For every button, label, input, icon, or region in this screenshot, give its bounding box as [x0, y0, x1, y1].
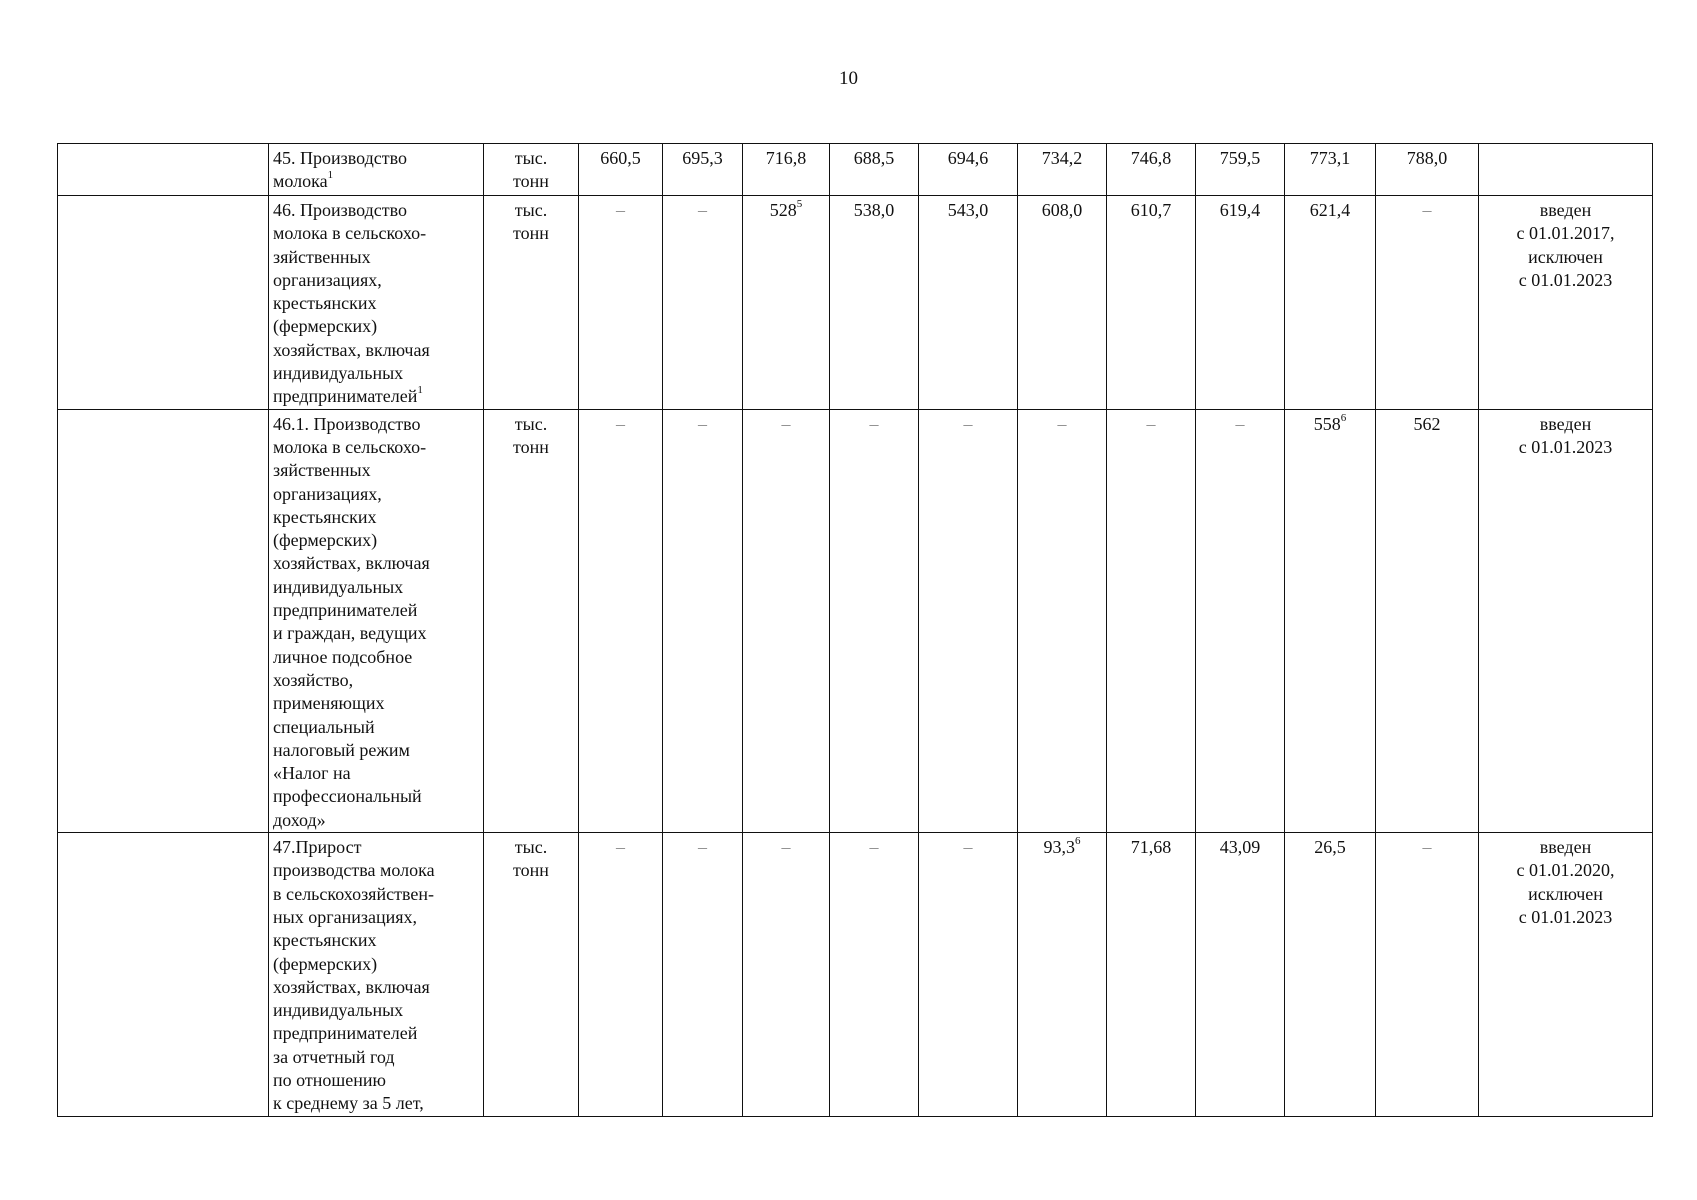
value-cell	[1376, 409, 1479, 832]
indicator-name-line: молока$^1$	[273, 169, 334, 192]
indicator-name-line: хозяйствах, включая	[273, 976, 430, 997]
indicator-name-line: крестьянских	[273, 293, 377, 314]
value-cell	[830, 409, 919, 832]
indicator-name-cell	[269, 409, 484, 832]
value-text: 759,5	[1219, 148, 1261, 168]
value-text: –	[698, 200, 707, 220]
value-text: –	[698, 837, 707, 858]
value-cell	[1196, 409, 1285, 832]
indicator-name-line: организациях,	[273, 483, 382, 504]
value-cell	[919, 144, 1018, 196]
footnote-mark: 1	[327, 169, 334, 182]
indicator-name-line: предпринимателей$^1$	[273, 384, 423, 407]
indicator-name-line: индивидуальных	[273, 363, 404, 384]
note-line: с 01.01.2023	[1518, 269, 1613, 290]
indicator-name-line: зяйственных	[273, 460, 371, 481]
table-body	[58, 144, 1653, 1117]
value-text: –	[781, 837, 791, 858]
value-text: 93,3	[1043, 837, 1075, 858]
indicator-name-line: индивидуальных	[273, 1000, 404, 1021]
value-cell	[1196, 196, 1285, 410]
value-text: –	[1235, 413, 1245, 434]
indicator-name-line: налоговый режим	[273, 739, 410, 760]
value-text: –	[616, 837, 625, 858]
footnote-mark: 6	[1075, 835, 1081, 848]
indicator-name-line: крестьянских	[273, 930, 377, 951]
value-cell	[1107, 196, 1196, 410]
unit-line: тыс.	[514, 413, 548, 434]
indicator-name-line: 47.Прирост	[273, 837, 362, 858]
unit-line: тыс.	[514, 200, 548, 220]
value-text: –	[869, 413, 879, 434]
value-cell	[919, 833, 1018, 1117]
note-line: с 01.01.2017,	[1516, 223, 1615, 244]
indicator-name-line: (фермерских)	[273, 953, 378, 974]
unit-cell	[484, 196, 579, 410]
indicator-name-line: крестьянских	[273, 506, 377, 527]
value-text: 528	[769, 200, 797, 220]
value-cell	[1285, 196, 1376, 410]
value-cell	[830, 144, 919, 196]
value-text: –	[1057, 413, 1067, 434]
unit-cell	[484, 409, 579, 832]
indicator-name-line: 46. Производство	[273, 200, 407, 220]
empty-cell	[58, 409, 269, 832]
empty-cell	[58, 196, 269, 410]
unit-line: тонн	[513, 436, 549, 457]
value-text: 26,5	[1314, 837, 1346, 858]
unit-line: тонн	[513, 860, 549, 881]
indicator-name-line: «Налог на	[273, 763, 351, 784]
value-cell	[579, 409, 663, 832]
note-line: с 01.01.2023	[1518, 436, 1613, 457]
value-cell	[830, 833, 919, 1117]
value-text: 773,1	[1309, 148, 1351, 168]
value-cell	[663, 144, 743, 196]
unit-cell	[484, 833, 579, 1117]
indicators-table	[57, 143, 1653, 1117]
note-line: исключен	[1528, 246, 1603, 267]
note-line: с 01.01.2023	[1518, 906, 1613, 927]
indicator-name-line: в сельскохозяйствен-	[273, 883, 434, 904]
table-row	[58, 196, 1653, 410]
note-cell	[1479, 409, 1653, 832]
indicator-name-line: 45. Производство	[273, 148, 407, 168]
value-text: 543,0	[947, 200, 989, 220]
value-cell	[1018, 144, 1107, 196]
empty-cell	[58, 833, 269, 1117]
indicator-name-line: и граждан, ведущих	[273, 623, 427, 644]
value-cell	[743, 833, 830, 1117]
value-cell	[1196, 833, 1285, 1117]
value-cell	[743, 409, 830, 832]
unit-cell	[484, 144, 579, 196]
indicator-name-line: хозяйство,	[273, 669, 354, 690]
indicator-name-line: личное подсобное	[273, 646, 413, 667]
indicator-name-line: зяйственных	[273, 246, 371, 267]
note-cell	[1479, 833, 1653, 1117]
indicator-name-line: специальный	[273, 716, 375, 737]
value-text: 610,7	[1130, 200, 1172, 220]
value-text: –	[616, 413, 625, 434]
unit-line: тонн	[513, 223, 549, 244]
value-cell	[579, 833, 663, 1117]
value-cell	[1376, 833, 1479, 1117]
indicator-name-line: доход»	[273, 809, 326, 830]
indicator-name-line: профессиональный	[273, 786, 422, 807]
value-text: 695,3	[682, 148, 723, 168]
value-text: 688,5	[853, 148, 895, 168]
indicator-name-line: к среднему за 5 лет,	[273, 1093, 424, 1114]
table-row	[58, 409, 1653, 832]
note-line: исключен	[1528, 883, 1603, 904]
indicator-name-line: хозяйствах, включая	[273, 553, 430, 574]
unit-line: тыс.	[514, 837, 548, 858]
value-cell	[1196, 144, 1285, 196]
indicator-name-cell	[269, 833, 484, 1117]
value-text: –	[616, 200, 625, 220]
empty-cell	[58, 144, 269, 196]
value-text: 619,4	[1219, 200, 1261, 220]
value-text: 608,0	[1041, 200, 1083, 220]
value-cell	[919, 409, 1018, 832]
value-text: 660,5	[600, 148, 641, 168]
value-cell	[1285, 833, 1376, 1117]
indicator-name-line: индивидуальных	[273, 576, 404, 597]
indicator-name-line: производства молока	[273, 860, 435, 881]
indicator-name-line: молока в сельскохо-	[273, 223, 427, 244]
table-row	[58, 833, 1653, 1117]
value-text: 538,0	[853, 200, 895, 220]
value-text: 716,8	[765, 148, 807, 168]
value-text: 562	[1413, 413, 1441, 434]
note-cell	[1479, 144, 1653, 196]
indicator-name-line: предпринимателей	[273, 1023, 418, 1044]
value-cell	[1107, 409, 1196, 832]
value-text: 788,0	[1406, 148, 1448, 168]
value-text: –	[869, 837, 879, 858]
value-cell	[1376, 144, 1479, 196]
value-cell	[743, 144, 830, 196]
indicator-name-line: ных организациях,	[273, 906, 418, 927]
value-cell	[663, 196, 743, 410]
note-line: введен	[1539, 413, 1592, 434]
value-cell	[1018, 833, 1107, 1117]
indicator-name-line: предпринимателей	[273, 600, 418, 621]
value-cell	[663, 409, 743, 832]
value-text: –	[963, 413, 973, 434]
indicator-name-line: за отчетный год	[273, 1046, 395, 1067]
value-cell	[743, 196, 830, 410]
value-cell	[1018, 409, 1107, 832]
indicator-name-cell	[269, 144, 484, 196]
indicator-name-line: (фермерских)	[273, 530, 378, 551]
footnote-mark: 5	[796, 198, 803, 210]
value-text: 71,68	[1130, 837, 1172, 858]
value-text: 558	[1313, 413, 1341, 434]
indicator-name-cell	[269, 196, 484, 410]
value-cell	[1285, 409, 1376, 832]
unit-line: тонн	[513, 171, 549, 192]
value-text: –	[781, 413, 791, 434]
value-text: –	[1422, 837, 1432, 858]
unit-line: тыс.	[514, 148, 548, 168]
value-text: –	[1146, 413, 1156, 434]
value-cell	[1107, 833, 1196, 1117]
value-cell	[1376, 196, 1479, 410]
value-text: –	[1422, 200, 1432, 220]
value-text: –	[698, 413, 707, 434]
value-text: 621,4	[1309, 200, 1351, 220]
table-row	[58, 144, 1653, 196]
value-text: 694,6	[947, 148, 989, 168]
value-text: 734,2	[1041, 148, 1083, 168]
value-text: 746,8	[1130, 148, 1172, 168]
indicator-name-line: хозяйствах, включая	[273, 339, 430, 360]
footnote-mark: 6	[1340, 411, 1347, 424]
footnote-mark: 1	[417, 384, 423, 397]
value-cell	[579, 196, 663, 410]
note-line: введен	[1539, 200, 1592, 220]
indicator-name-line: по отношению	[273, 1069, 386, 1090]
indicator-name-line: 46.1. Производство	[273, 413, 421, 434]
value-cell	[1018, 196, 1107, 410]
value-cell	[663, 833, 743, 1117]
indicator-name-line: молока в сельскохо-	[273, 436, 427, 457]
indicator-name-line: (фермерских)	[273, 316, 378, 337]
value-cell	[830, 196, 919, 410]
note-line: введен	[1539, 837, 1592, 858]
value-cell	[1107, 144, 1196, 196]
note-line: с 01.01.2020,	[1516, 860, 1615, 881]
indicator-name-line: организациях,	[273, 269, 382, 290]
value-cell	[1285, 144, 1376, 196]
value-cell	[919, 196, 1018, 410]
indicator-name-line: применяющих	[273, 693, 385, 714]
value-text: –	[963, 837, 973, 858]
note-cell	[1479, 196, 1653, 410]
value-text: 43,09	[1219, 837, 1261, 858]
page-number: 10	[839, 68, 858, 89]
value-cell	[579, 144, 663, 196]
